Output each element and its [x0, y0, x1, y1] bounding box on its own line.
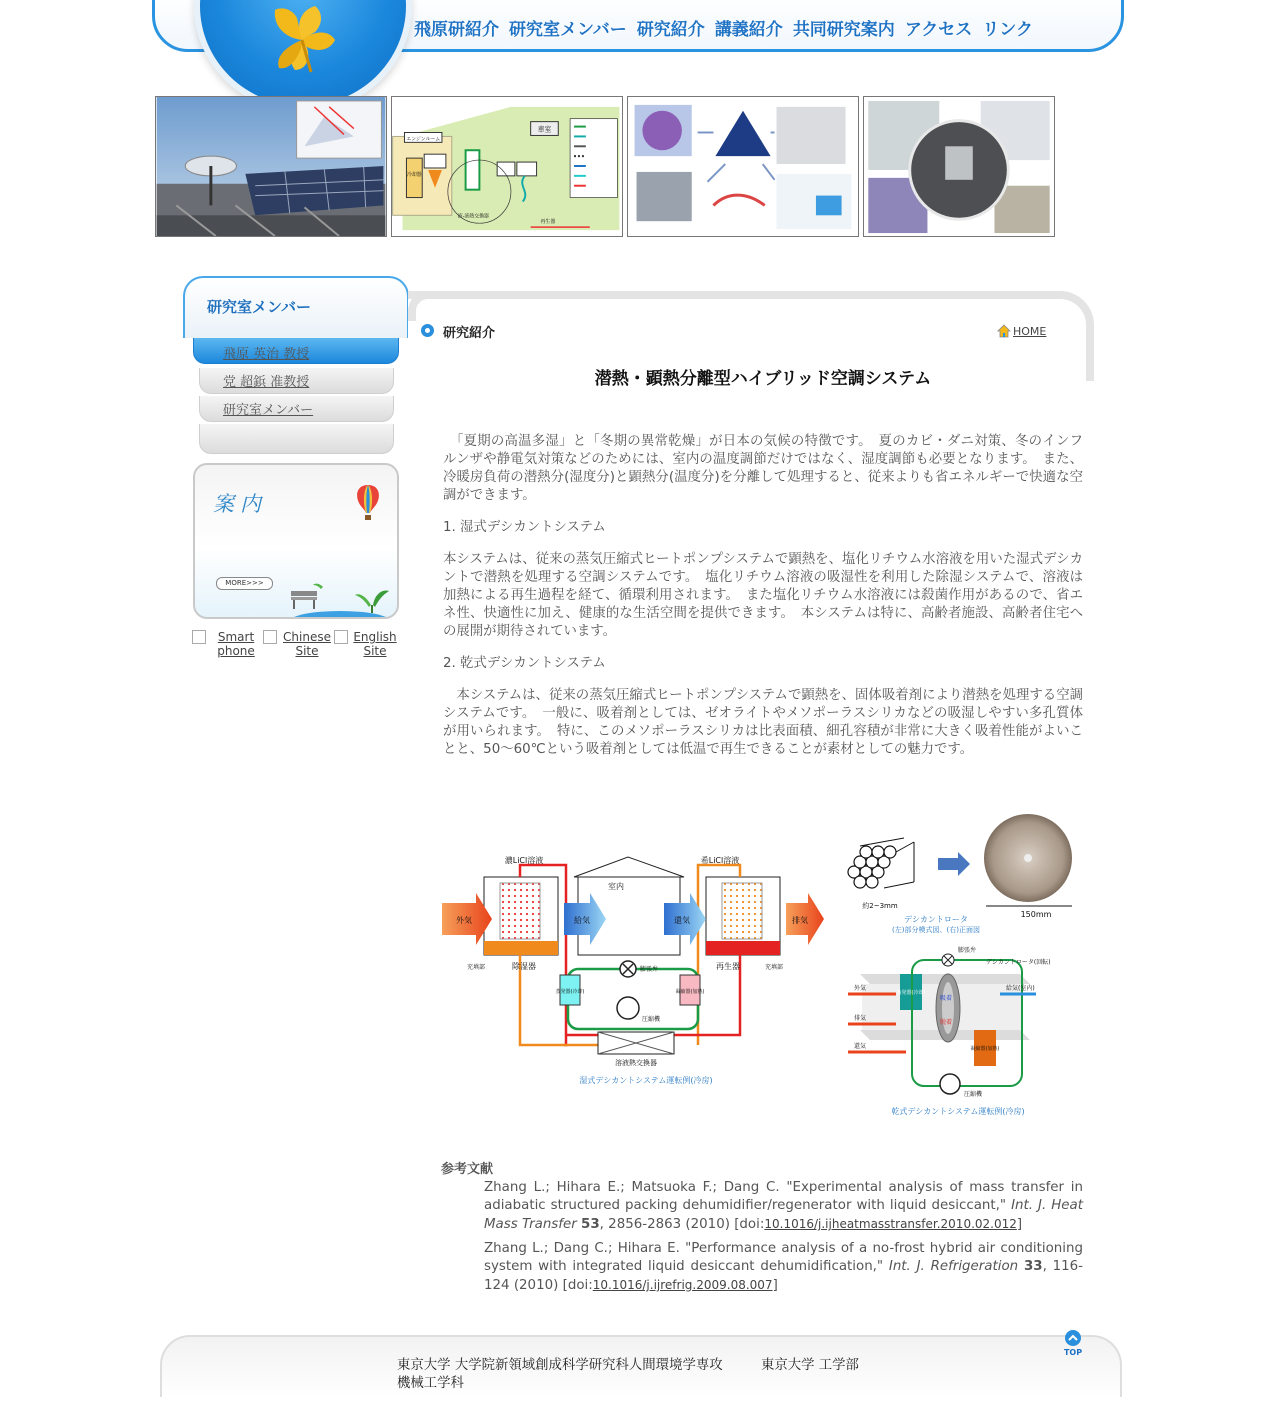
wet-label-valve: 膨張弁 [640, 966, 659, 973]
wet-label-hx: 溶液熱交換器 [615, 1059, 657, 1067]
wet-label-regenerator: 再生器 [716, 962, 740, 971]
dry-system-paragraph: 本システムは、従来の蒸気圧縮式ヒートポンプシステムで顕熱を、固体吸着剤により潜熱を処理する空調システムです。 一般に、吸着剤としては、ゼオライトやメソポーラスシリカなどの吸湿しやすい多孔質体が用いられます。 特に、このメソポーラスシリカは比表面積、細孔容積が非常に大きく吸着性能がよいことと、50～60℃という吸着剤としては低温で再生できることが素材としての魅力です。 [443, 688, 1083, 757]
dry-rotor-caption-1: デシカントロータ [904, 915, 968, 924]
dry-label-return: 還気 [854, 1043, 867, 1050]
sidebar-link-hihara[interactable]: 飛原 英治 教授 [223, 347, 310, 362]
wet-label-filler-right: 充填部 [764, 964, 784, 971]
sidebar-item-empty [199, 424, 394, 454]
dry-label-rotor: デシカントロータ(回転) [986, 959, 1051, 966]
info-title: 案内 [213, 492, 267, 516]
footer-mech: 機械工学科 [397, 1376, 464, 1391]
banner-label-hx: 液-液熱交換器 [457, 213, 489, 220]
footer-dept: 東京大学 大学院新領域創成科学研究科人間環境学専攻 [397, 1358, 723, 1373]
banner-label-cooler: 冷却器 [406, 171, 422, 178]
dry-label-outside: 外気 [854, 985, 867, 992]
wet-label-supply: 給気 [574, 916, 590, 925]
wet-desiccant-figure [440, 845, 832, 1090]
smartphone-site-link[interactable]: Smart phone [217, 630, 255, 658]
wet-label-dilute: 希LiCl溶液 [700, 856, 740, 865]
sidebar-link-dang[interactable]: 党 超鋲 准教授 [223, 375, 310, 390]
more-button[interactable]: MORE>>> [216, 577, 273, 590]
sidebar-link-members[interactable]: 研究室メンバー [223, 403, 314, 418]
sidebar-heading: 研究室メンバー [207, 298, 311, 316]
dry-label-exhaust: 排気 [854, 1015, 867, 1022]
wet-system-heading: 1. 湿式デシカントシステム [443, 520, 606, 535]
info-panel [193, 463, 399, 619]
intro-paragraph: 「夏期の高温多湿」と「冬期の異常乾燥」が日本の気候の特徴です。 夏のカビ・ダニ対策、冬のインフルンザや静電気対策などのためには、室内の温度調節だけではなく、湿度調節も必要となります。 また、冷暖房負荷の潜熱分(湿度分)と顕熱分(温度分)を分離して処理すると、従来よりも省エネルギーで快適な空調ができます。 [443, 434, 1083, 503]
lca-research-diagram [628, 97, 858, 236]
experiment-photos-collage [864, 97, 1054, 236]
back-to-top-button[interactable] [1062, 1329, 1084, 1357]
dry-system-heading: 2. 乾式デシカントシステム [443, 656, 606, 671]
doi-link[interactable]: 10.1016/j.ijheatmasstransfer.2010.02.012 [764, 1217, 1017, 1231]
wet-label-outside: 外気 [456, 916, 472, 925]
references-heading: 参考文献 [441, 1162, 494, 1177]
wet-label-filler-left: 充填部 [466, 964, 486, 971]
nav-links[interactable]: リンク [982, 20, 1033, 40]
wet-label-condenser: 凝縮器(加熱) [675, 989, 705, 995]
wet-label-exhaust: 排気 [792, 916, 808, 925]
nav-access[interactable]: アクセス [904, 20, 973, 40]
footer-text [397, 1357, 897, 1393]
ginkgo-logo-icon [265, 4, 339, 74]
dry-label-desorb: 脱着 [940, 1019, 953, 1026]
dry-dim-large: 150mm [1020, 910, 1052, 919]
page-title: 潜熱・顕熱分離型ハイブリッド空調システム [594, 369, 932, 389]
balloon-icon [353, 483, 383, 521]
banner-lca-diagram[interactable] [627, 96, 859, 237]
home-icon [997, 324, 1011, 338]
solar-roof-photo [156, 97, 386, 236]
nav-hihara-intro[interactable]: 飛原研紹介 [414, 20, 499, 40]
wet-label-compressor: 圧縮機 [642, 1016, 661, 1023]
dry-label-supply: 給気(室内) [1006, 985, 1035, 992]
dry-label-compressor: 圧縮機 [964, 1091, 983, 1098]
top-label: TOP [1063, 1348, 1083, 1357]
nav-research[interactable]: 研究紹介 [636, 20, 705, 40]
banner-label-regen: 再生器 [540, 219, 556, 226]
smartphone-image-icon [192, 630, 206, 644]
dry-figure-caption: 乾式デシカントシステム運転例(冷房) [891, 1107, 1025, 1116]
banner-solar-roof-photo[interactable] [155, 96, 387, 237]
reference-item: Zhang L.; Hihara E.; Matsuoka F.; Dang C. "Experimental analysis of mass transfer in adiabatic structured packing dehumidifier/regenerator with liquid desiccant," Int. J. Heat Mass Transfer 53, 2856-2863 (2010) [doi:10.1016/j.ijheatmasstransfer.2010.02.012] [484, 1180, 1083, 1232]
reference-item: Zhang L.; Dang C.; Hihara E. "Performance analysis of a no-frost hybrid air conditioning system with integrated liquid desiccant dehumidification," Int. J. Refrigeration 33, 116-124 (2010) [doi:10.1016/j.ijrefrig.2009.08.007] [484, 1241, 1083, 1293]
section-bullet-icon [421, 324, 434, 337]
dry-label-condenser: 凝縮器(加熱) [970, 1046, 1000, 1052]
wet-label-room: 室内 [608, 882, 624, 891]
nav-lectures[interactable]: 講義紹介 [714, 20, 783, 40]
bench-plants-icon [285, 577, 395, 619]
doi-link[interactable]: 10.1016/j.ijrefrig.2009.08.007 [592, 1278, 773, 1292]
wet-system-paragraph: 本システムは、従来の蒸気圧縮式ヒートポンプシステムで顕熱を、塩化リチウム水溶液を用いた湿式デシカントで潜熱を処理する空調システムです。 塩化リチウム溶液の吸湿性を利用した除湿システムで、溶液は加熱による再生過程を経て、循環利用されます。 また塩化リチウム水溶液には殺菌作用があるので、省エネ性、快適性に加え、健康的な生活空間を提供できます。 本システムは特に、高齢者施設、高齢者住宅への展開が期待されています。 [443, 552, 1083, 639]
home-link[interactable]: HOME [1013, 325, 1047, 338]
dry-label-adsorb: 吸着 [940, 995, 953, 1002]
vehicle-desiccant-diagram [392, 97, 622, 236]
main-nav [412, 15, 1035, 40]
dry-dim-small: 約2~3mm [862, 902, 898, 910]
banner-experiment-photos[interactable] [863, 96, 1055, 237]
wet-label-dehumidifier: 除湿器 [512, 962, 536, 971]
footer-faculty: 東京大学 工学部 [760, 1358, 859, 1373]
nav-joint-research[interactable]: 共同研究案内 [792, 20, 895, 40]
banner-label-engine: エンジンルーム [406, 136, 441, 143]
chinese-site-link[interactable]: Chinese Site [283, 630, 331, 658]
nav-members[interactable]: 研究室メンバー [509, 20, 627, 40]
banner-vehicle-system-diagram[interactable] [391, 96, 623, 237]
english-site-image-icon [334, 630, 348, 644]
wet-label-return: 還気 [674, 916, 690, 925]
wet-figure-caption: 湿式デシカントシステム運転例(冷房) [579, 1076, 713, 1085]
english-site-link[interactable]: English Site [353, 630, 397, 658]
wet-label-evaporator: 蒸発器(冷却) [555, 989, 585, 995]
dry-label-evaporator: 蒸発器(冷却) [896, 990, 926, 996]
wet-label-conc: 濃LiCl溶液 [504, 856, 544, 865]
dry-rotor-caption-2: (左)部分模式図、(右)正面図 [892, 926, 980, 934]
dry-label-valve: 膨張弁 [958, 947, 977, 954]
section-label: 研究紹介 [443, 326, 496, 341]
banner-label-car: 車室 [537, 125, 552, 134]
chinese-site-image-icon [263, 630, 277, 644]
dry-desiccant-figure [840, 812, 1080, 1122]
